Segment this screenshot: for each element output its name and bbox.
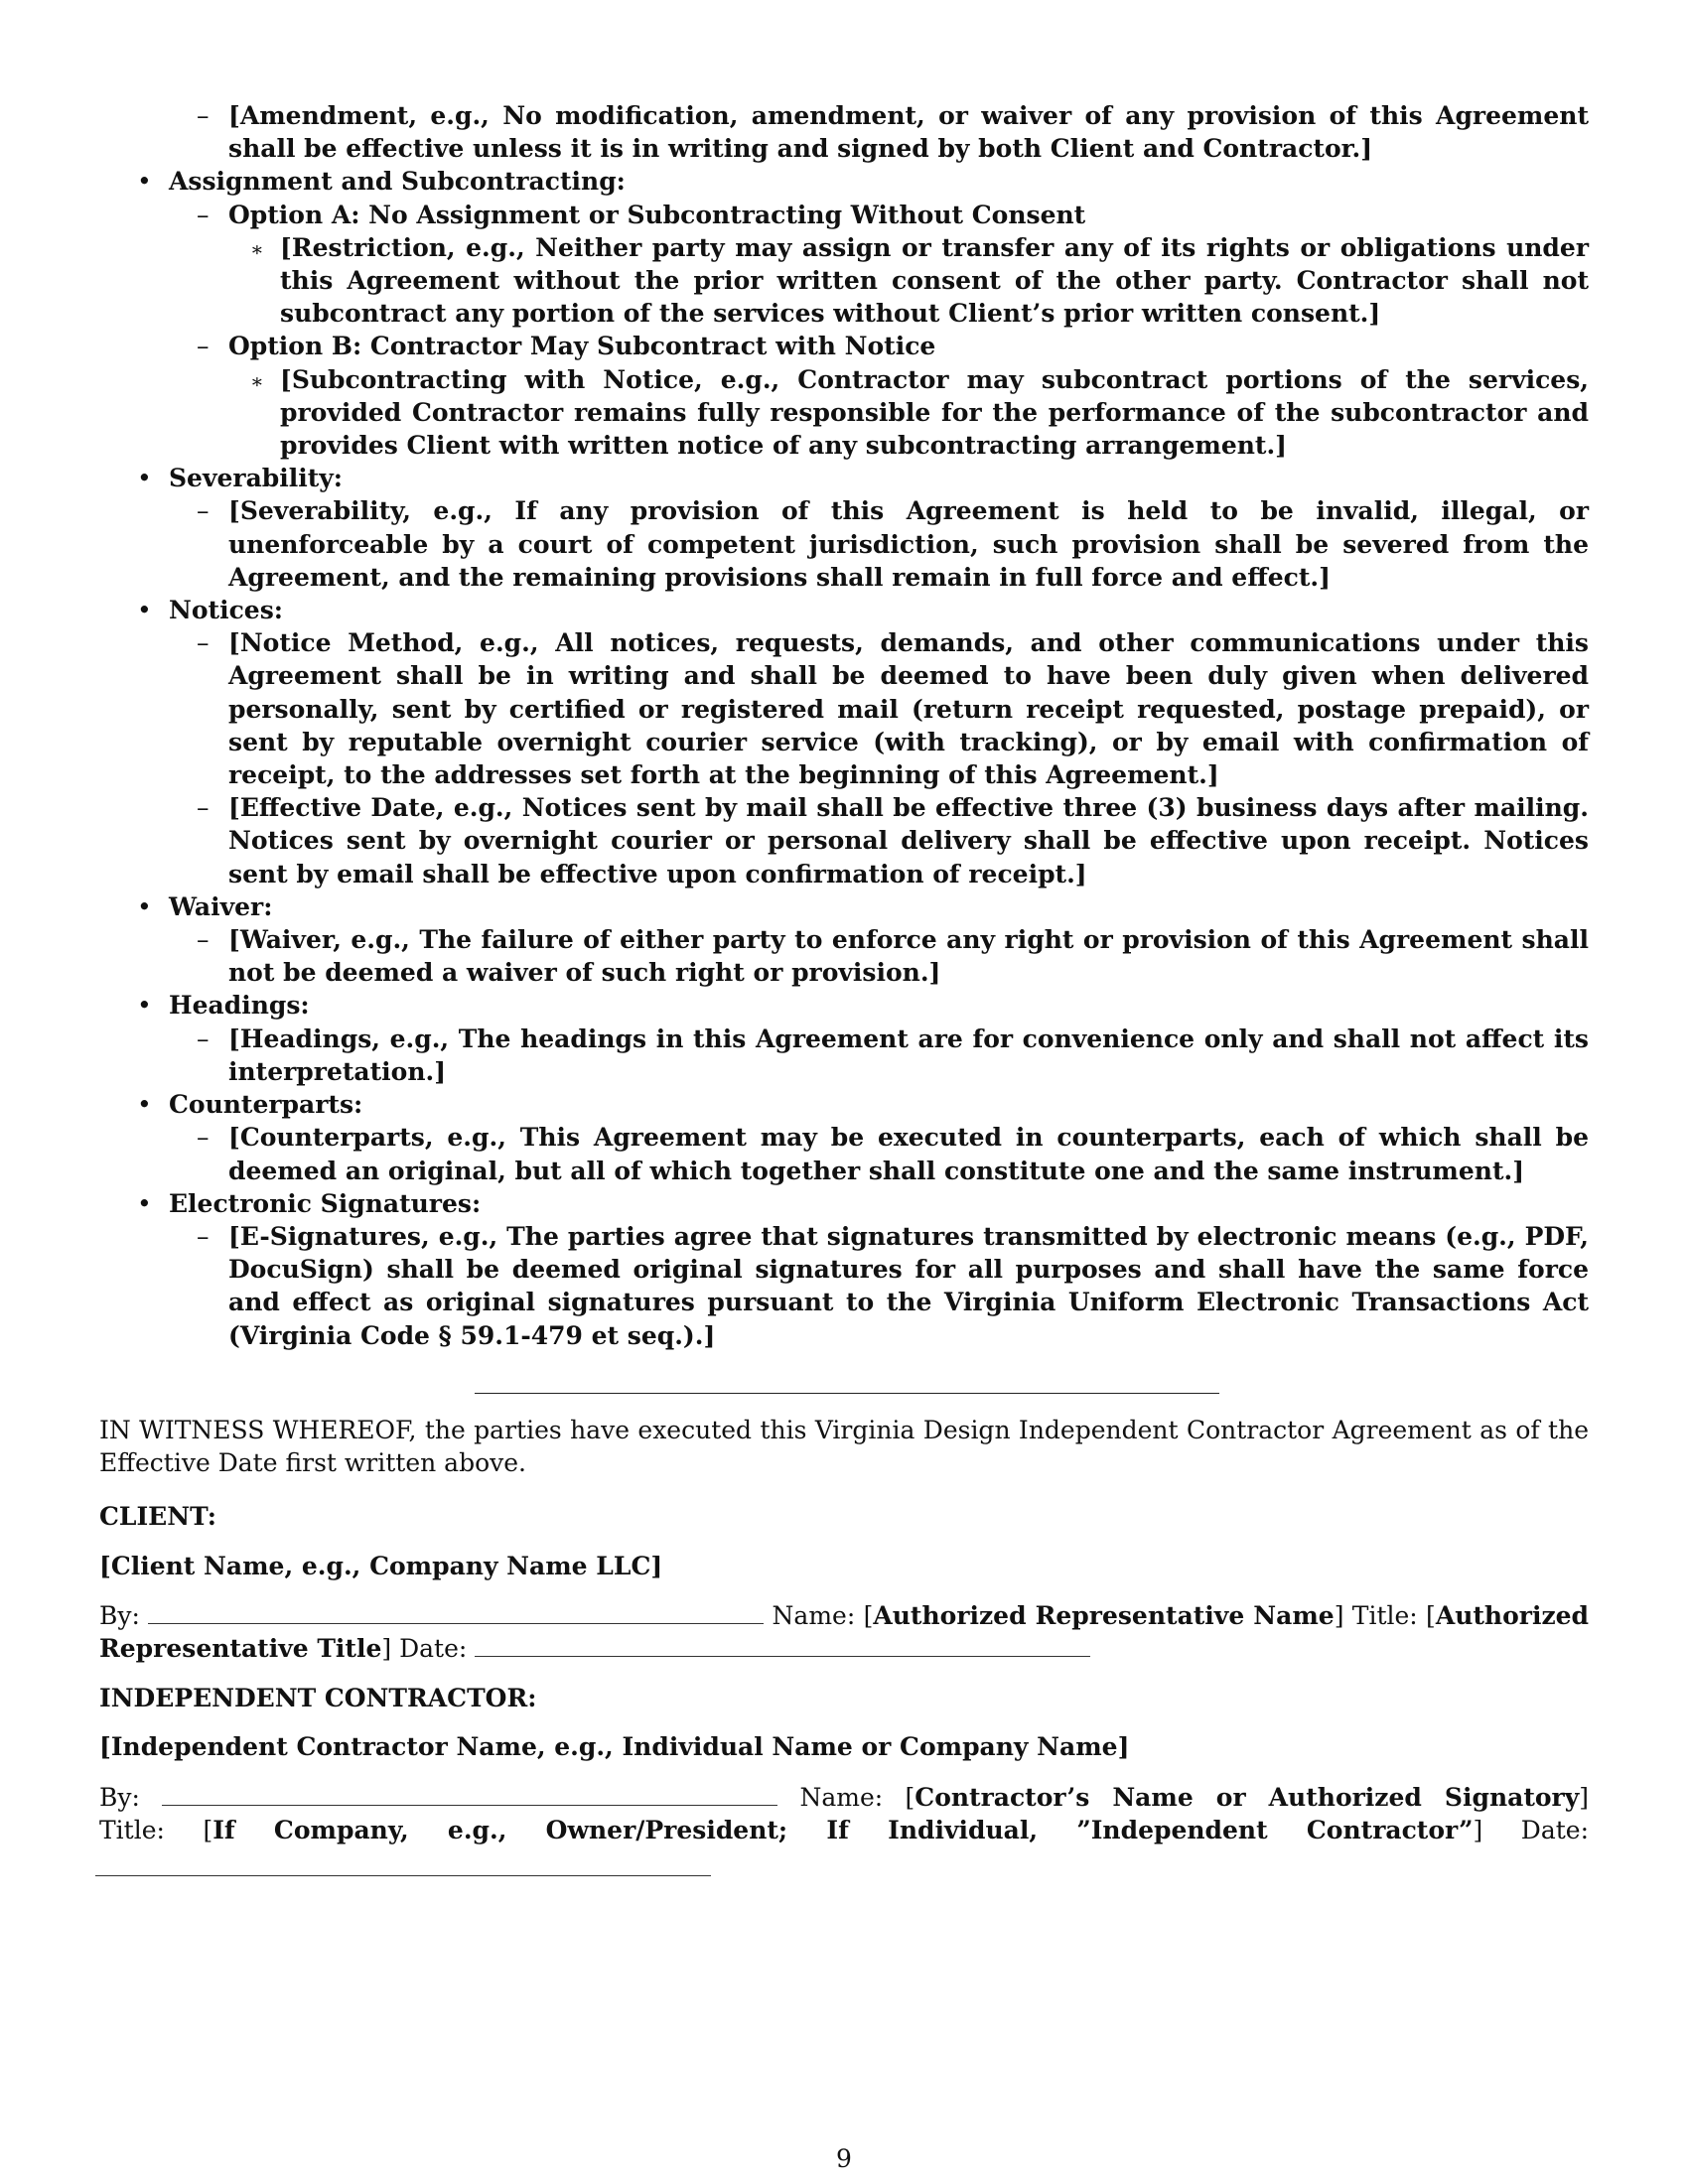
option-b-heading: Option B: Contractor May Subcontract with Notice [228,332,936,361]
notices-effective-item [99,791,1589,890]
client-name: [Client Name, e.g., Company Name LLC] [99,1552,663,1580]
client-by-label: By: [99,1601,140,1630]
dash-marker: – [197,1221,210,1251]
dash-marker: – [197,496,210,526]
bullet-marker: • [137,991,152,1021]
bullet-marker: • [137,1090,152,1120]
notices-method-text: [Notice Method, e.g., All notices, requests, demands, and other communications under this Agreement shall be in writing and shall be deemed to have been duly given when delivered personally, sent by certified or registered mail (return receipt requested, postage prepaid), or sent by reputable overnight courier service (with tracking), or by email with confirmation of receipt, to the addresses set forth at the beginning of this Agreement.] [228,628,1589,790]
client-heading: CLIENT: [99,1502,217,1531]
option-b-text-item [99,363,1589,463]
client-name-label: Name: [772,1601,856,1630]
page-number: 9 [836,2144,852,2173]
esig-text-item [99,1220,1589,1352]
section-divider [475,1393,1219,1394]
contractor-name: [Independent Contractor Name, e.g., Individual Name or Company Name] [99,1732,1130,1761]
client-date-line[interactable] [475,1638,1090,1657]
severability-text-item [99,494,1589,594]
option-a-text-item [99,231,1589,331]
waiver-text-item [99,923,1589,989]
dash-marker: – [197,925,210,955]
headings-heading: Headings: [169,991,310,1021]
bracket-open: [ [203,1816,213,1845]
amendment-item [99,99,1589,165]
headings-text-item [99,1023,1589,1088]
client-signature-block [99,1599,1589,1665]
notices-effective-text: [Effective Date, e.g., Notices sent by mail shall be effective three (3) business days after mailing. Notices sent by overnight courier or personal delivery shall be effective upon receipt. Notices sent by email shall be effective upon confirmation of receipt.] [228,793,1589,888]
headings-text: [Headings, e.g., The headings in this Agreement are for convenience only and shall not affect its interpretation.] [228,1024,1589,1086]
contractor-signature-block [99,1781,1589,1846]
severability-item [99,462,1589,494]
bracket-close: ] [1473,1816,1483,1845]
contractor-title-value: If Company, e.g., Owner/President; If Individual, ”Independent Contractor” [212,1816,1474,1845]
bracket-close: ] [381,1634,392,1664]
contractor-signature-line[interactable] [162,1787,777,1806]
waiver-heading: Waiver: [169,891,273,921]
bullet-marker: • [137,1188,152,1218]
client-signature-line[interactable] [148,1605,764,1624]
star-marker: ∗ [250,368,264,393]
witness-paragraph [99,1414,1589,1479]
bullet-marker: • [137,891,152,921]
amendment-text: [Amendment, e.g., No modification, amendment, or waiver of any provision of this Agreement shall be effective unless it is in writing and signed by both Client and Contractor.] [228,101,1589,164]
esig-text: [E-Signatures, e.g., The parties agree that signatures transmitted by electronic means (e.g., PDF, DocuSign) shall be deemed original signatures for all purposes and shall have the same force and effect as original signatures pursuant to the Virginia Uniform Electronic Transactions Act (Virginia Code § 59.1-479 et seq.).] [228,1221,1589,1350]
star-marker: ∗ [250,236,264,261]
contractor-title-label: Title: [99,1816,165,1845]
dash-marker: – [197,1123,210,1153]
dash-marker: – [197,1024,210,1053]
client-rep-name: Authorized Representative Name [873,1601,1335,1630]
waiver-text: [Waiver, e.g., The failure of either party to enforce any right or provision of this Agreement shall not be deemed a waiver of such right or provision.] [228,925,1589,988]
option-a-text: [Restriction, e.g., Neither party may assign or transfer any of its rights or obligations under this Agreement without the prior written consent of the other party. Contractor shall not subcontract any portion of the services without Client’s prior written consent.] [280,232,1589,329]
counterparts-item [99,1088,1589,1121]
waiver-item [99,890,1589,923]
dash-marker: – [197,628,210,658]
bracket-close: ] [1334,1601,1344,1630]
bullet-marker: • [137,596,152,625]
bracket-open: [ [905,1783,915,1812]
option-a-heading: Option A: No Assignment or Subcontracting Without Consent [228,200,1086,229]
severability-heading: Severability: [169,464,344,493]
counterparts-text: [Counterparts, e.g., This Agreement may be executed in counterparts, each of which shall be deemed an original, but all of which together shall constitute one and the same instrument.] [228,1123,1589,1185]
counterparts-text-item [99,1121,1589,1186]
client-title-label: Title: [1351,1601,1418,1630]
bracket-open: [ [863,1601,874,1630]
option-b-text: [Subcontracting with Notice, e.g., Contractor may subcontract portions of the services, provided Contractor remains fully responsible for the performance of the subcontractor and provides Client with written notice of any subcontracting arrangement.] [280,364,1589,461]
option-b-item [99,330,1589,362]
assignment-heading: Assignment and Subcontracting: [169,167,626,197]
notices-method-item [99,626,1589,791]
option-a-item [99,199,1589,231]
dash-marker: – [197,793,210,823]
contractor-date-label: Date: [1520,1816,1589,1845]
headings-item [99,989,1589,1022]
contractor-name-label: Name: [799,1783,884,1812]
witness-text: IN WITNESS WHEREOF, the parties have executed this Virginia Design Independent Contractor Agreement as of the Effective Date first written above. [99,1416,1589,1478]
clause-list [99,99,1589,1352]
esig-heading: Electronic Signatures: [169,1188,482,1218]
client-rep-title: Authorized Representative Title [99,1601,1590,1664]
esig-item [99,1187,1589,1220]
assignment-item [99,165,1589,198]
contractor-heading: INDEPENDENT CONTRACTOR: [99,1684,537,1712]
notices-heading: Notices: [169,596,284,625]
notices-item [99,594,1589,626]
bracket-close: ] [1579,1783,1590,1812]
contractor-by-label: By: [99,1783,140,1812]
contractor-signatory-name: Contractor’s Name or Authorized Signatory [914,1783,1580,1812]
severability-text: [Severability, e.g., If any provision of this Agreement is held to be invalid, illegal, or unenforceable by a court of competent jurisdiction, such provision shall be severed from the Agreement, and the remaining provisions shall remain in full force and effect.] [228,496,1589,592]
dash-marker: – [197,332,210,361]
bracket-open: [ [1426,1601,1436,1630]
bullet-marker: • [137,464,152,493]
bullet-marker: • [137,167,152,197]
client-date-label: Date: [399,1634,468,1664]
counterparts-heading: Counterparts: [169,1090,363,1120]
dash-marker: – [197,200,210,229]
contractor-date-line[interactable] [95,1857,711,1876]
dash-marker: – [197,101,210,130]
